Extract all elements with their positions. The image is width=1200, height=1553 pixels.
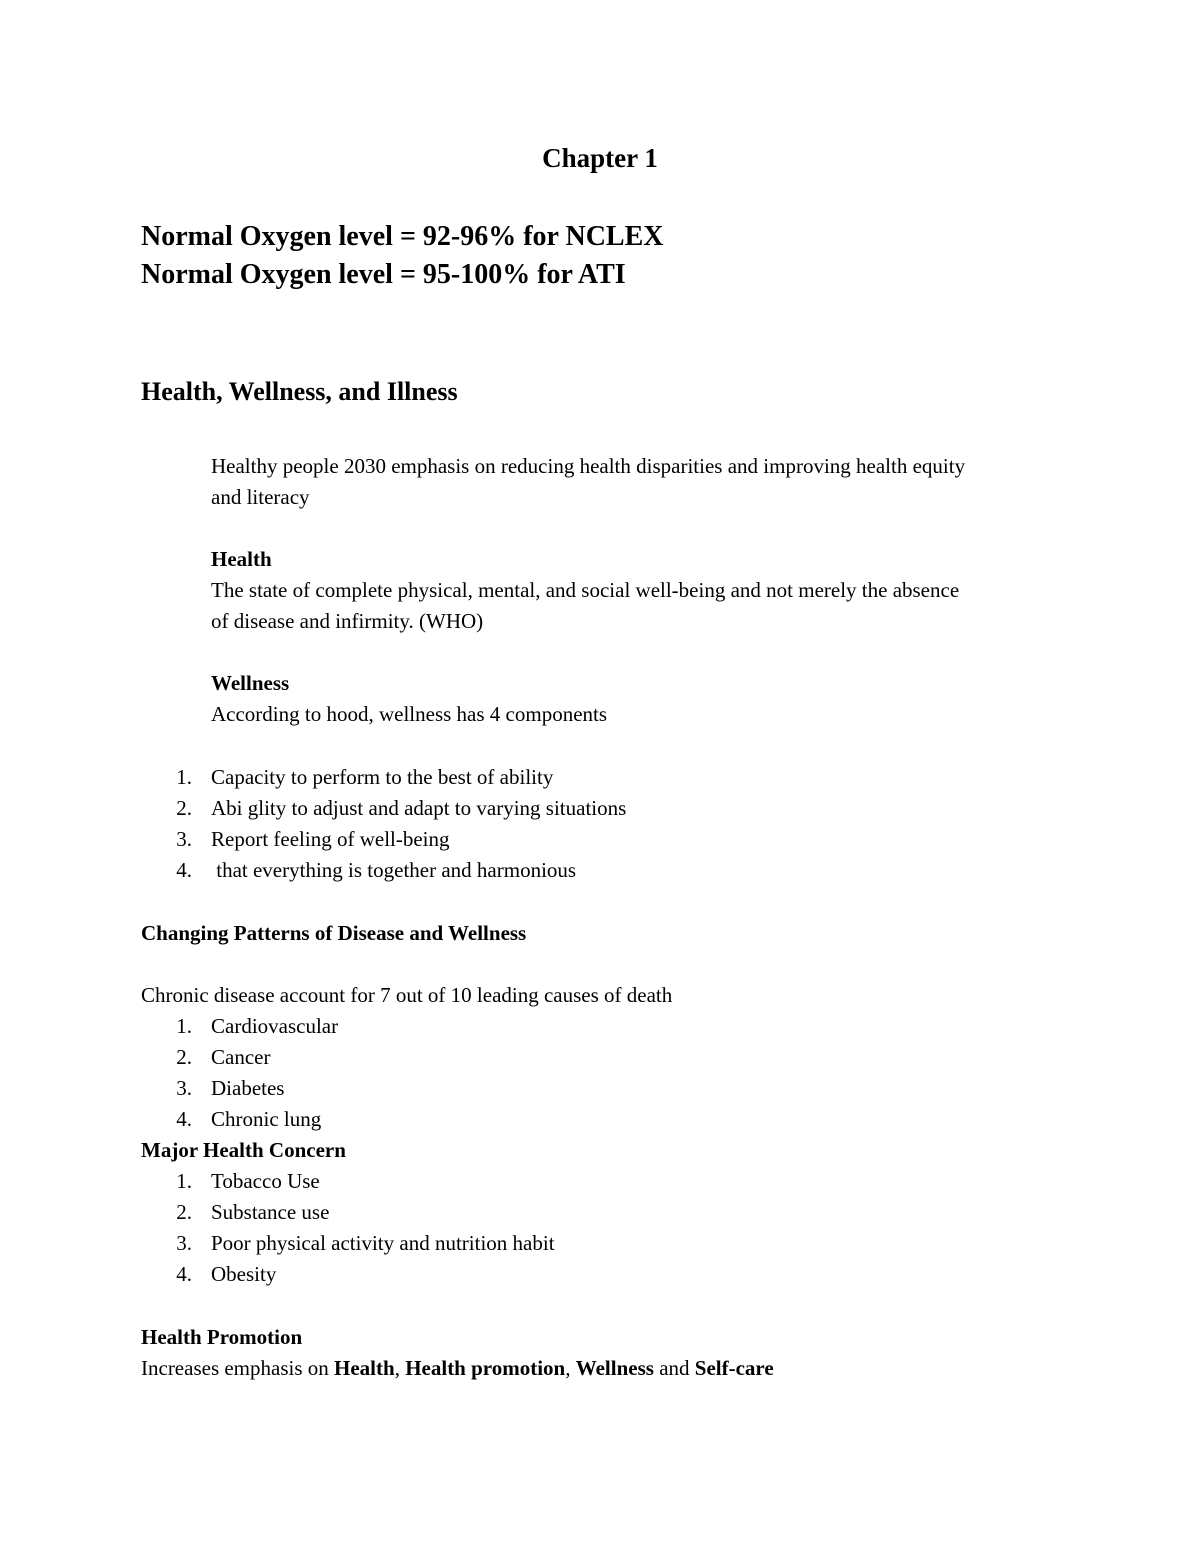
list-item: Substance use bbox=[211, 1200, 330, 1224]
list-number: 3. bbox=[176, 1076, 192, 1100]
list-item: Capacity to perform to the best of ability bbox=[211, 765, 554, 789]
health-promotion-text bbox=[141, 1356, 774, 1380]
text-prefix: Increases emphasis on bbox=[141, 1356, 335, 1380]
section-heading-health-wellness-illness: Health, Wellness, and Illness bbox=[141, 377, 458, 406]
healthy-people-line-2: and literacy bbox=[211, 485, 310, 509]
separator: and bbox=[653, 1356, 695, 1380]
major-health-concern-heading: Major Health Concern bbox=[141, 1138, 346, 1162]
wellness-description: According to hood, wellness has 4 components bbox=[211, 702, 608, 726]
list-item: Obesity bbox=[211, 1262, 277, 1286]
chapter-title: Chapter 1 bbox=[542, 143, 658, 173]
list-number: 3. bbox=[176, 827, 192, 851]
list-item: Poor physical activity and nutrition habit bbox=[211, 1231, 555, 1255]
list-item: Cancer bbox=[211, 1045, 271, 1069]
list-number: 2. bbox=[176, 1200, 192, 1224]
list-number: 4. bbox=[176, 1107, 192, 1131]
wellness-heading: Wellness bbox=[211, 671, 290, 695]
changing-patterns-heading: Changing Patterns of Disease and Wellness bbox=[141, 921, 527, 945]
health-definition-line-1: The state of complete physical, mental, and social well-being and not merely the absence bbox=[211, 578, 960, 602]
list-number: 1. bbox=[176, 765, 192, 789]
list-number: 1. bbox=[176, 1014, 192, 1038]
list-number: 4. bbox=[176, 1262, 192, 1286]
list-item: Report feeling of well-being bbox=[211, 827, 450, 851]
oxygen-level-nclex: Normal Oxygen level = 92-96% for NCLEX bbox=[141, 221, 664, 252]
health-promotion-heading: Health Promotion bbox=[141, 1325, 303, 1349]
separator: , bbox=[394, 1356, 406, 1380]
chronic-disease-intro: Chronic disease account for 7 out of 10 leading causes of death bbox=[141, 983, 673, 1007]
term-wellness: Wellness bbox=[575, 1356, 654, 1380]
health-definition-line-2: of disease and infirmity. (WHO) bbox=[211, 609, 484, 633]
list-item: Cardiovascular bbox=[211, 1014, 339, 1038]
term-self-care: Self-care bbox=[694, 1356, 774, 1380]
list-item: Diabetes bbox=[211, 1076, 285, 1100]
list-number: 3. bbox=[176, 1231, 192, 1255]
separator: , bbox=[565, 1356, 576, 1380]
term-health: Health bbox=[334, 1356, 395, 1380]
list-number: 2. bbox=[176, 1045, 192, 1069]
list-item: Abi glity to adjust and adapt to varying situations bbox=[211, 796, 627, 820]
list-item: Tobacco Use bbox=[211, 1169, 320, 1193]
list-item: that everything is together and harmonious bbox=[211, 858, 577, 882]
list-number: 1. bbox=[176, 1169, 192, 1193]
healthy-people-line-1: Healthy people 2030 emphasis on reducing health disparities and improving health equity bbox=[211, 454, 966, 478]
oxygen-level-ati: Normal Oxygen level = 95-100% for ATI bbox=[141, 259, 626, 290]
list-number: 4. bbox=[176, 858, 192, 882]
list-number: 2. bbox=[176, 796, 192, 820]
health-heading: Health bbox=[211, 547, 272, 571]
term-health-promotion: Health promotion bbox=[405, 1356, 566, 1380]
list-item: Chronic lung bbox=[211, 1107, 322, 1131]
